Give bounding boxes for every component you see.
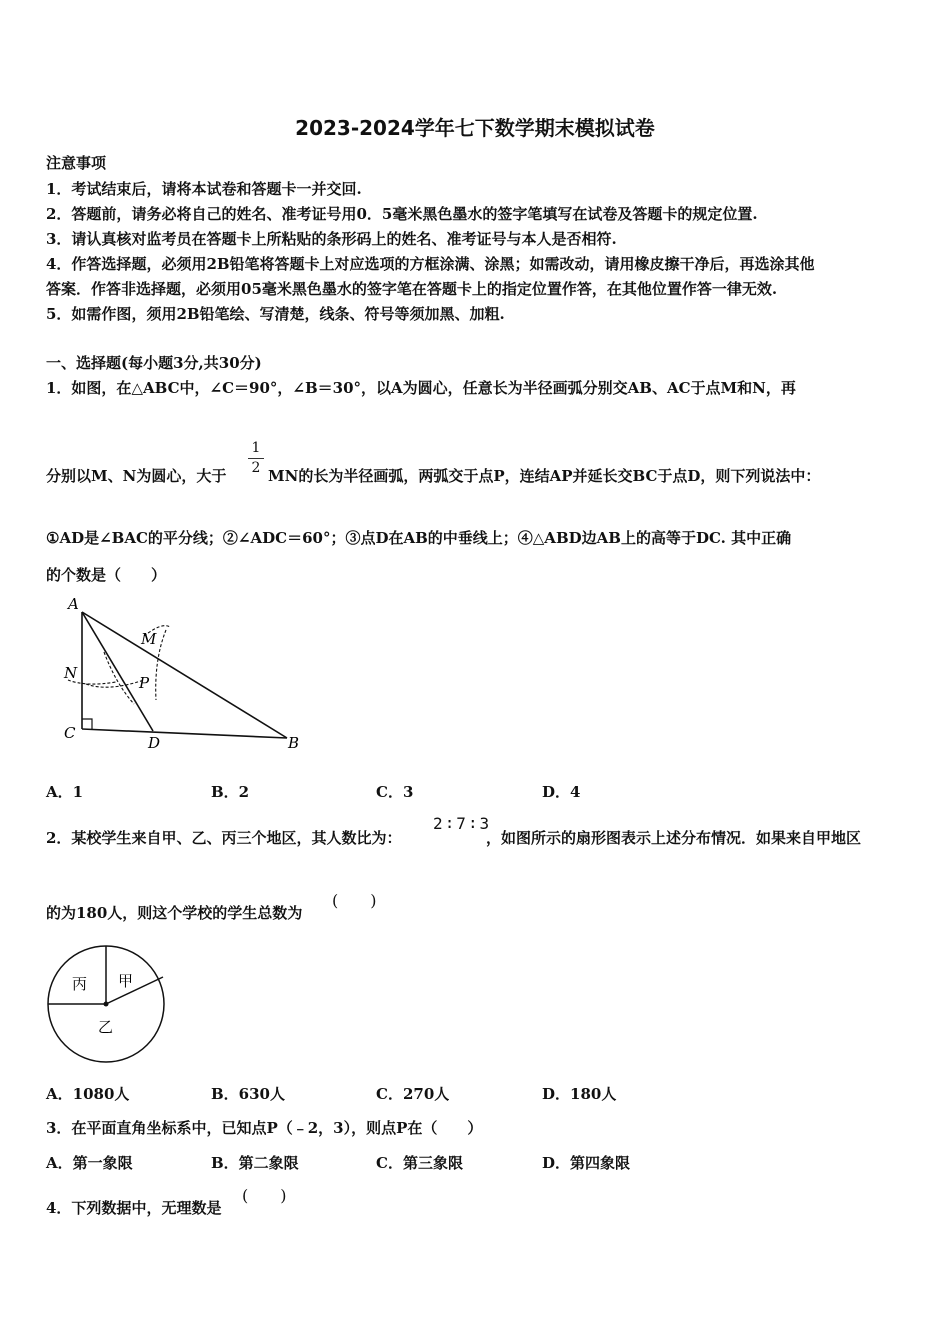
side-cb bbox=[82, 729, 287, 738]
pie-label-bing: 丙 bbox=[72, 975, 88, 993]
q4-line: 4．下列数据中，无理数是 bbox=[46, 1199, 222, 1217]
q1-option-d[interactable]: D．4 bbox=[542, 783, 581, 801]
notice-item: 5．如需作图，须用2B铅笔绘、写清楚，线条、符号等须加黑、加粗. bbox=[46, 305, 505, 323]
notice-item: 3．请认真核对监考员在答题卡上所粘贴的条形码上的姓名、准考证号与本人是否相符. bbox=[46, 230, 617, 248]
q2-line2: 的为180人，则这个学校的学生总数为 bbox=[46, 904, 303, 922]
q1-triangle-figure bbox=[46, 592, 316, 757]
q1-line1: 1．如图，在△ABC中，∠C＝90°，∠B＝30°，以A为圆心，任意长为半径画弧分别交AB、AC于点M和N，再 bbox=[46, 379, 796, 397]
q4-answer-paren: ( ) bbox=[242, 1186, 287, 1205]
q2-option-b[interactable]: B．630人 bbox=[211, 1085, 285, 1103]
right-angle-mark bbox=[82, 719, 92, 729]
label-p: P bbox=[139, 674, 150, 692]
label-b: B bbox=[288, 734, 300, 752]
q1-line2-post: MN的长为半径画弧，两弧交于点P，连结AP并延长交BC于点D，则下列说法中： bbox=[268, 467, 821, 485]
label-a: A bbox=[68, 595, 79, 613]
q1-option-c[interactable]: C．3 bbox=[376, 783, 414, 801]
q3-option-d[interactable]: D．第四象限 bbox=[542, 1154, 631, 1172]
q2-line1-post: ，如图所示的扇形图表示上述分布情况．如果来自甲地区 bbox=[486, 829, 862, 847]
label-c: C bbox=[64, 724, 76, 742]
notice-heading: 注意事项 bbox=[46, 154, 107, 172]
q3-option-c[interactable]: C．第三象限 bbox=[376, 1154, 463, 1172]
q1-option-b[interactable]: B．2 bbox=[211, 783, 250, 801]
label-d: D bbox=[148, 734, 161, 752]
q2-option-a[interactable]: A．1080人 bbox=[46, 1085, 130, 1103]
label-m: M bbox=[141, 630, 157, 648]
section-heading: 一、选择题(每小题3分,共30分) bbox=[46, 354, 262, 372]
label-n: N bbox=[64, 664, 78, 682]
page-title: 2023-2024学年七下数学期末模拟试卷 bbox=[295, 116, 655, 140]
arc-from-m bbox=[156, 630, 166, 700]
notice-item: 答案．作答非选择题，必须用05毫米黑色墨水的签字笔在答题卡上的指定位置作答，在其他位置作答一律无效. bbox=[46, 280, 778, 298]
q3-option-a[interactable]: A．第一象限 bbox=[46, 1154, 133, 1172]
pie-center bbox=[104, 1002, 109, 1007]
side-ab bbox=[82, 612, 287, 738]
q2-option-d[interactable]: D．180人 bbox=[542, 1085, 617, 1103]
fraction-one-half bbox=[248, 440, 264, 477]
q2-ratio: 2∶7∶3 bbox=[433, 814, 492, 833]
q2-pie-chart bbox=[44, 944, 168, 1068]
q2-option-c[interactable]: C．270人 bbox=[376, 1085, 450, 1103]
pie-label-yi: 乙 bbox=[98, 1018, 114, 1036]
q1-line4: 的个数是（ ） bbox=[46, 566, 167, 584]
q3-line: 3．在平面直角坐标系中，已知点P（﹣2，3），则点P在（ ） bbox=[46, 1119, 483, 1137]
q3-option-b[interactable]: B．第二象限 bbox=[211, 1154, 299, 1172]
notice-item: 4．作答选择题，必须用2B铅笔将答题卡上对应选项的方框涂满、涂黑；如需改动，请用橡皮擦干净后，再选涂其他 bbox=[46, 255, 815, 273]
notice-item: 2．答题前，请务必将自己的姓名、准考证号用0．5毫米黑色墨水的签字笔填写在试卷及答题卡的规定位置. bbox=[46, 205, 758, 223]
q2-answer-paren: ( ) bbox=[332, 891, 377, 910]
q1-line2-pre: 分别以M、N为圆心，大于 bbox=[46, 467, 227, 485]
q2-line1-pre: 2．某校学生来自甲、乙、丙三个地区，其人数比为： bbox=[46, 829, 402, 847]
pie-label-jia: 甲 bbox=[118, 972, 134, 990]
q1-option-a[interactable]: A．1 bbox=[46, 783, 84, 801]
arc-a bbox=[104, 652, 134, 704]
notice-item: 1．考试结束后，请将本试卷和答题卡一并交回. bbox=[46, 180, 362, 198]
fraction-denominator: 2 bbox=[251, 460, 261, 476]
q1-line3: ①AD是∠BAC的平分线；②∠ADC＝60°；③点D在AB的中垂线上；④△ABD边AB上的高等于DC. 其中正确 bbox=[46, 529, 792, 547]
fraction-numerator: 1 bbox=[251, 440, 261, 456]
